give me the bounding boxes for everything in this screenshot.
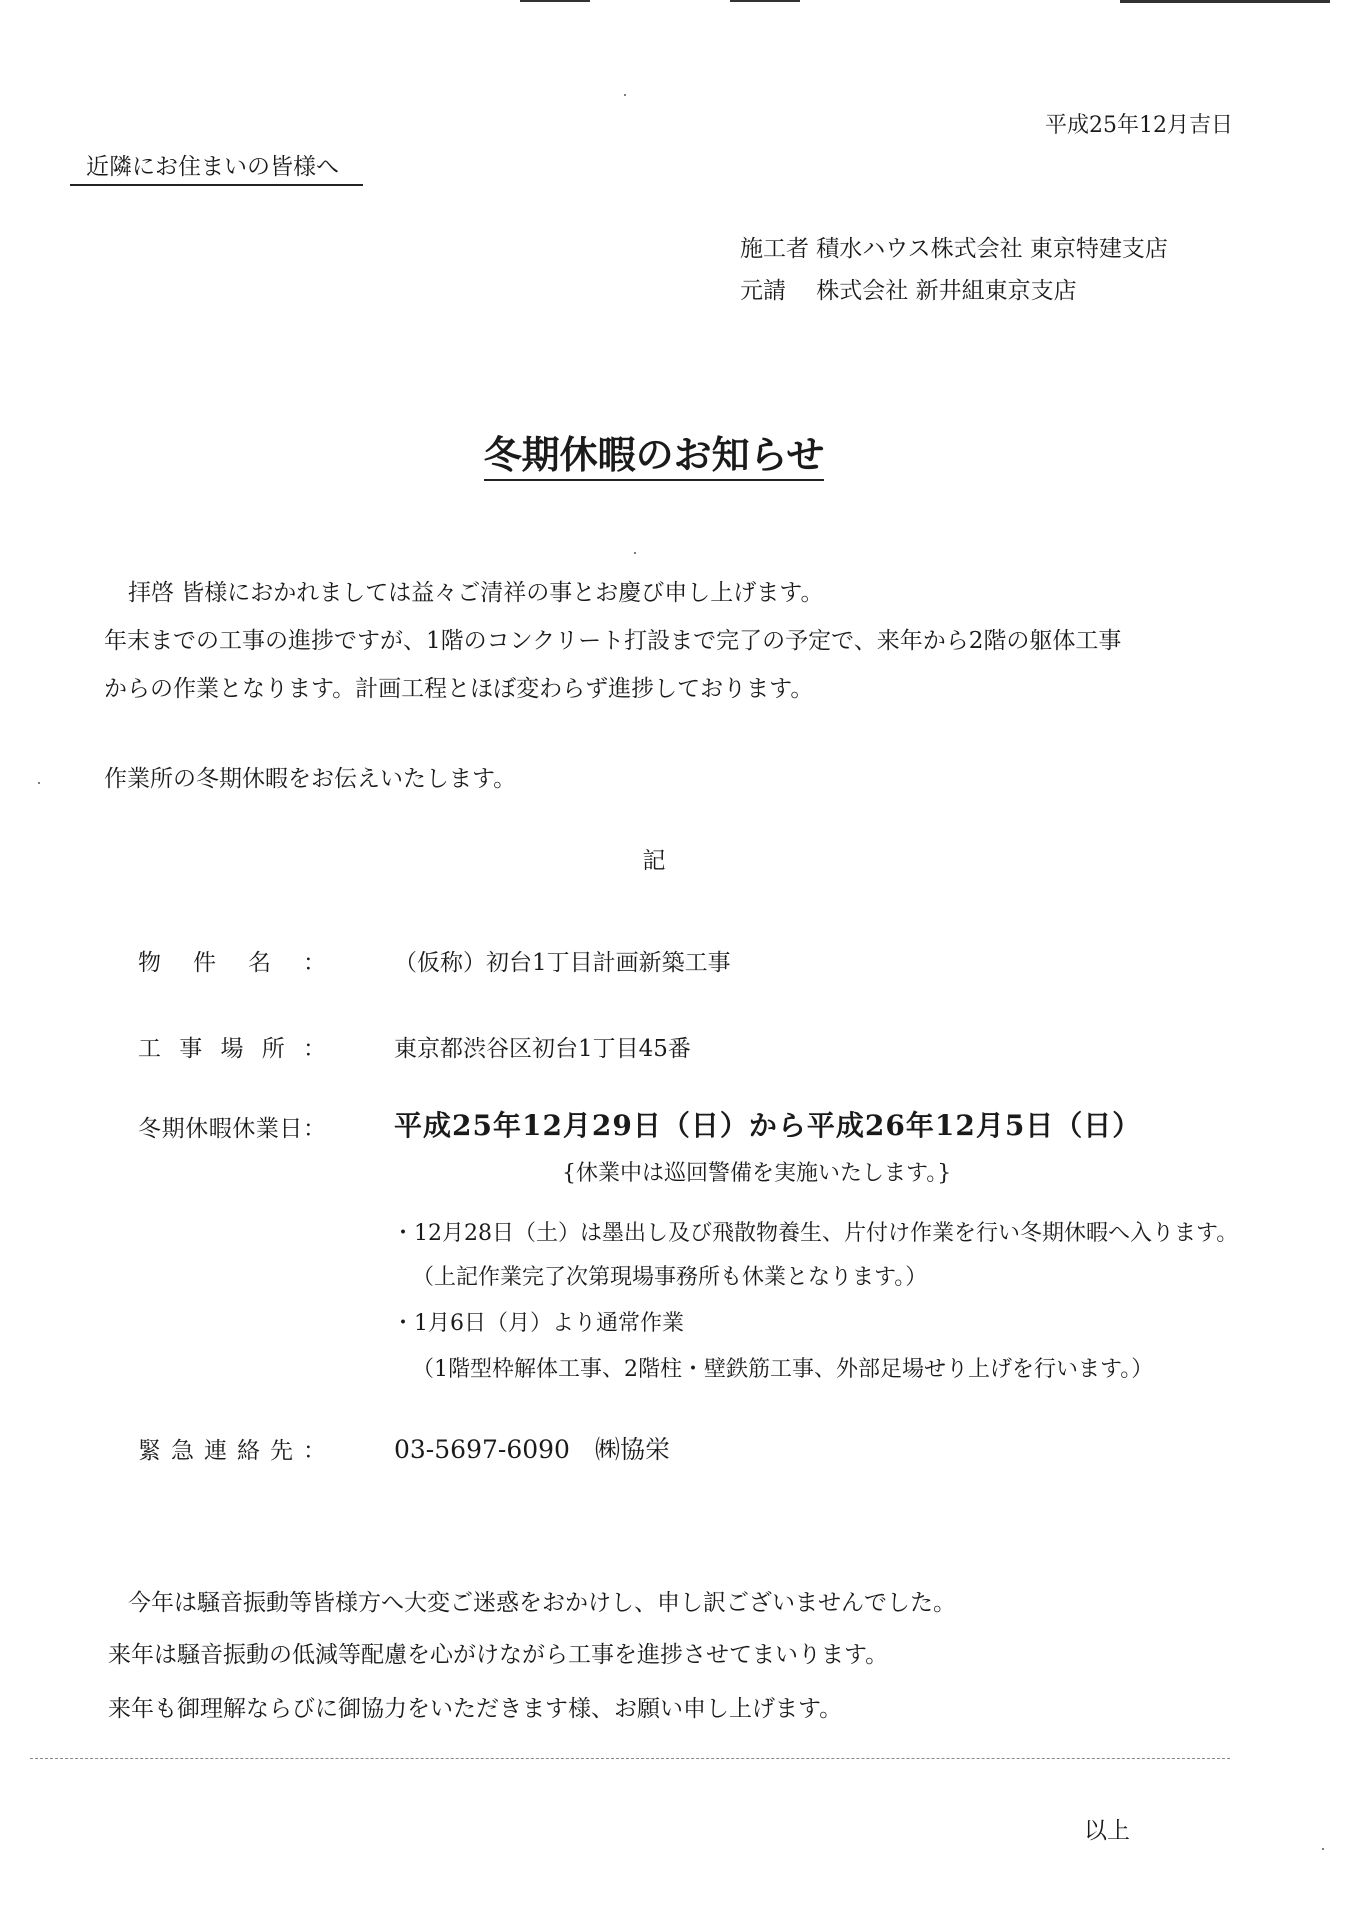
property-label (138, 944, 326, 977)
emergency-label-text: 緊急連絡先： (138, 1438, 326, 1464)
ki-heading: 記 (642, 848, 666, 874)
intro-progress-2: からの作業となります。計画工程とほぼ変わらず進捗しております。 (104, 676, 814, 702)
scan-speck (634, 552, 636, 554)
prime-contractor-line: 元請 株式会社 新井組東京支店 (740, 278, 1077, 304)
location-value: 東京都渋谷区初台1丁目45番 (394, 1036, 691, 1062)
location-label (138, 1030, 326, 1063)
emergency-value: 03-5697-6090 ㈱協栄 (394, 1435, 670, 1464)
scan-mark (520, 0, 590, 2)
signoff: 以上 (1084, 1818, 1130, 1844)
page-title-text: 冬期休暇のお知らせ (484, 432, 825, 481)
bullet-jan-6-sub: （1階型枠解体工事、2階柱・壁鉄筋工事、外部足場せり上げを行います。） (412, 1357, 1154, 1382)
intro-announcement: 作業所の冬期休暇をお伝えいたします。 (104, 766, 517, 792)
closing-request: 来年も御理解ならびに御協力をいただきます様、お願い申し上げます。 (108, 1696, 843, 1722)
scan-speck (1322, 1848, 1324, 1850)
holiday-note: {休業中は巡回警備を実施いたします。} (562, 1161, 952, 1186)
closing-apology: 今年は騒音振動等皆様方へ大変ご迷惑をおかけし、申し訳ございませんでした。 (128, 1590, 956, 1616)
scan-speck (38, 782, 40, 784)
bullet-dec-28-sub: （上記作業完了次第現場事務所も休業となります。） (412, 1265, 928, 1290)
holiday-value: 平成25年12月29日（日）から平成26年12月5日（日） (394, 1109, 1142, 1142)
scan-mark (1120, 0, 1330, 3)
intro-progress-1: 年末までの工事の進捗ですが、1階のコンクリート打設まで完了の予定で、来年から2階の躯体工事 (104, 628, 1122, 654)
emergency-label (138, 1432, 326, 1465)
property-value: （仮称）初台1丁目計画新築工事 (394, 950, 731, 976)
contractor-line: 施工者 積水ハウス株式会社 東京特建支店 (740, 236, 1168, 262)
scan-divider (30, 1758, 1230, 1759)
notice-date: 平成25年12月吉日 (1045, 113, 1233, 138)
location-label-text: 工事場所： (138, 1036, 326, 1062)
scan-mark (730, 0, 800, 2)
bullet-jan-6: ・1月6日（月）より通常作業 (392, 1311, 684, 1336)
addressee: 近隣にお住まいの皆様へ (70, 148, 363, 186)
closing-commitment: 来年は騒音振動の低減等配慮を心がけながら工事を進捗させてまいります。 (108, 1642, 889, 1668)
holiday-label (138, 1110, 326, 1143)
intro-greeting: 拝啓 皆様におかれましては益々ご清祥の事とお慶び申し上げます。 (128, 580, 824, 606)
sender-block (740, 228, 1168, 312)
holiday-label-text: 冬期休暇休業日： (138, 1116, 326, 1142)
scan-speck (624, 94, 626, 96)
page-title (0, 424, 1308, 479)
property-label-text: 物件名： (138, 950, 326, 976)
bullet-dec-28: ・12月28日（土）は墨出し及び飛散物養生、片付け作業を行い冬期休暇へ入ります。 (392, 1221, 1239, 1246)
